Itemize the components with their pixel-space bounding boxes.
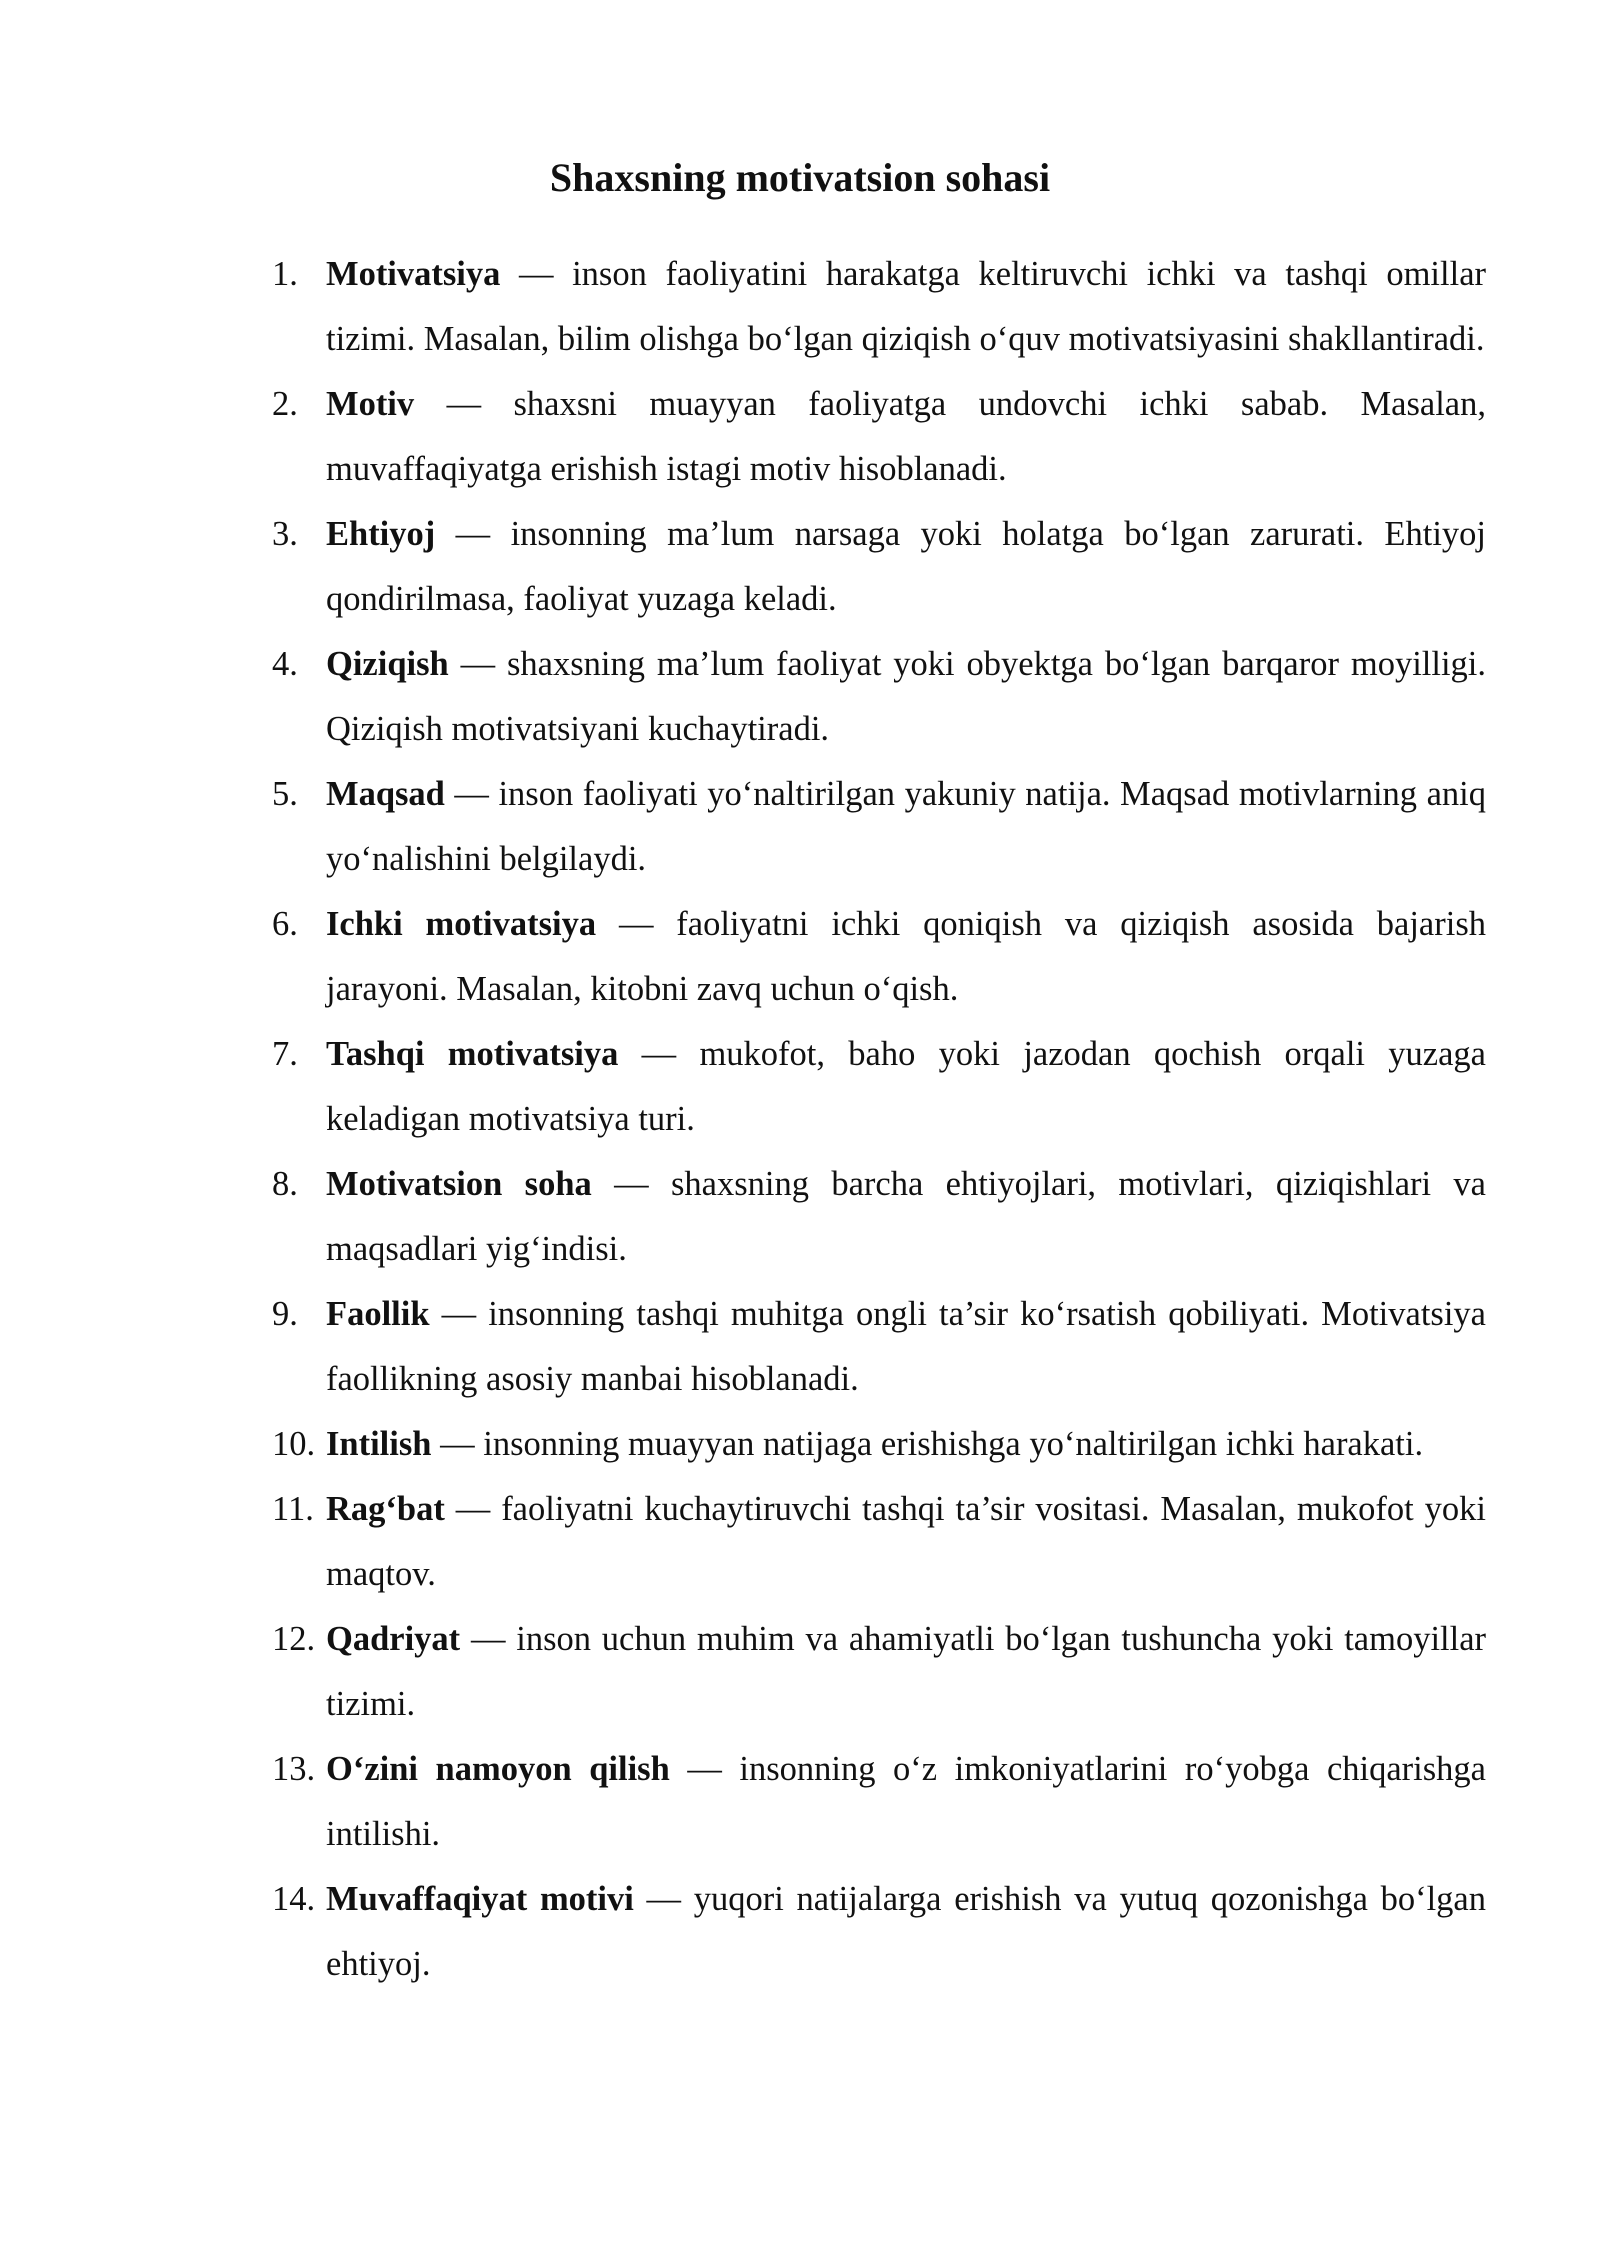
item-number: 6. [272, 905, 298, 943]
item-term: Tashqi motivatsiya [326, 1035, 619, 1073]
item-number: 7. [272, 1035, 298, 1073]
item-term: O‘zini namoyon qilish [326, 1750, 670, 1788]
item-body [326, 762, 1486, 892]
item-term: Muvaffaqiyat motivi [326, 1880, 634, 1918]
list-item [272, 1867, 1486, 1997]
list-item [272, 1477, 1486, 1607]
item-number: 8. [272, 1165, 298, 1203]
item-term: Qadriyat [326, 1620, 461, 1658]
item-text: — insonning ma’lum narsaga yoki holatga bo‘lgan zarurati. Ehtiyoj qondirilmasa, faoliyat yuzaga keladi. [326, 515, 1486, 618]
list-item [272, 372, 1486, 502]
list-item [272, 762, 1486, 892]
item-term: Motivatsiya [326, 255, 501, 293]
list-item [272, 502, 1486, 632]
item-body [326, 1282, 1486, 1412]
item-body [326, 1412, 1486, 1477]
item-body [326, 242, 1486, 372]
item-number: 12. [272, 1620, 316, 1658]
item-term: Motiv [326, 385, 415, 423]
item-text: — faoliyatni kuchaytiruvchi tashqi ta’sir vositasi. Masalan, mukofot yoki maqtov. [326, 1490, 1486, 1593]
list-item [272, 1022, 1486, 1152]
item-term: Rag‘bat [326, 1490, 445, 1528]
item-body [326, 1477, 1486, 1607]
item-term: Ehtiyoj [326, 515, 436, 553]
item-number: 14. [272, 1880, 316, 1918]
item-term: Qiziqish [326, 645, 449, 683]
item-text: — inson faoliyatini harakatga keltiruvchi ichki va tashqi omillar tizimi. Masalan, bilim olishga bo‘lgan qiziqish o‘quv motivatsiyasini shakllantiradi. [326, 255, 1486, 358]
list-item [272, 1607, 1486, 1737]
item-number: 11. [272, 1490, 314, 1528]
item-number: 4. [272, 645, 298, 683]
item-body [326, 1867, 1486, 1997]
item-text: — inson uchun muhim va ahamiyatli bo‘lgan tushuncha yoki tamoyillar tizimi. [326, 1620, 1486, 1723]
item-body [326, 1737, 1486, 1867]
item-text: — shaxsning barcha ehtiyojlari, motivlari, qiziqishlari va maqsadlari yig‘indisi. [326, 1165, 1486, 1268]
item-text: — insonning tashqi muhitga ongli ta’sir ko‘rsatish qobiliyati. Motivatsiya faollikning asosiy manbai hisoblanadi. [326, 1295, 1486, 1398]
item-number: 3. [272, 515, 298, 553]
list-item [272, 1282, 1486, 1412]
item-body [326, 502, 1486, 632]
item-body [326, 1022, 1486, 1152]
item-text: — faoliyatni ichki qoniqish va qiziqish asosida bajarish jarayoni. Masalan, kitobni zavq uchun o‘qish. [326, 905, 1486, 1008]
item-text: — inson faoliyati yo‘naltirilgan yakuniy natija. Maqsad motivlarning aniq yo‘nalishini belgilaydi. [326, 775, 1486, 878]
item-body [326, 1152, 1486, 1282]
list-item [272, 1152, 1486, 1282]
item-text: — mukofot, baho yoki jazodan qochish orqali yuzaga keladigan motivatsiya turi. [326, 1035, 1486, 1138]
definition-list [272, 242, 1486, 1997]
item-term: Intilish [326, 1425, 432, 1463]
document-title: Shaxsning motivatsion sohasi [549, 155, 1051, 200]
item-body [326, 632, 1486, 762]
item-text: — shaxsni muayyan faoliyatga undovchi ichki sabab. Masalan, muvaffaqiyatga erishish istagi motiv hisoblanadi. [326, 385, 1486, 488]
list-item [272, 892, 1486, 1022]
item-text: — shaxsning ma’lum faoliyat yoki obyektga bo‘lgan barqaror moyilligi. Qiziqish motivatsiyani kuchaytiradi. [326, 645, 1486, 748]
list-item [272, 1412, 1486, 1477]
list-item [272, 1737, 1486, 1867]
item-term: Faollik [326, 1295, 430, 1333]
item-term: Maqsad [326, 775, 445, 813]
list-item [272, 242, 1486, 372]
item-body [326, 372, 1486, 502]
item-body [326, 1607, 1486, 1737]
item-number: 2. [272, 385, 298, 423]
item-term: Motivatsion soha [326, 1165, 592, 1203]
item-text: — insonning muayyan natijaga erishishga yo‘naltirilgan ichki harakati. [431, 1425, 1424, 1463]
item-number: 5. [272, 775, 298, 813]
item-text: — insonning o‘z imkoniyatlarini ro‘yobga chiqarishga intilishi. [326, 1750, 1486, 1853]
list-item [272, 632, 1486, 762]
item-number: 9. [272, 1295, 298, 1333]
item-number: 13. [272, 1750, 316, 1788]
item-text: — yuqori natijalarga erishish va yutuq qozonishga bo‘lgan ehtiyoj. [326, 1880, 1486, 1983]
item-term: Ichki motivatsiya [326, 905, 597, 943]
item-number: 1. [272, 255, 298, 293]
item-body [326, 892, 1486, 1022]
item-number: 10. [272, 1425, 316, 1463]
